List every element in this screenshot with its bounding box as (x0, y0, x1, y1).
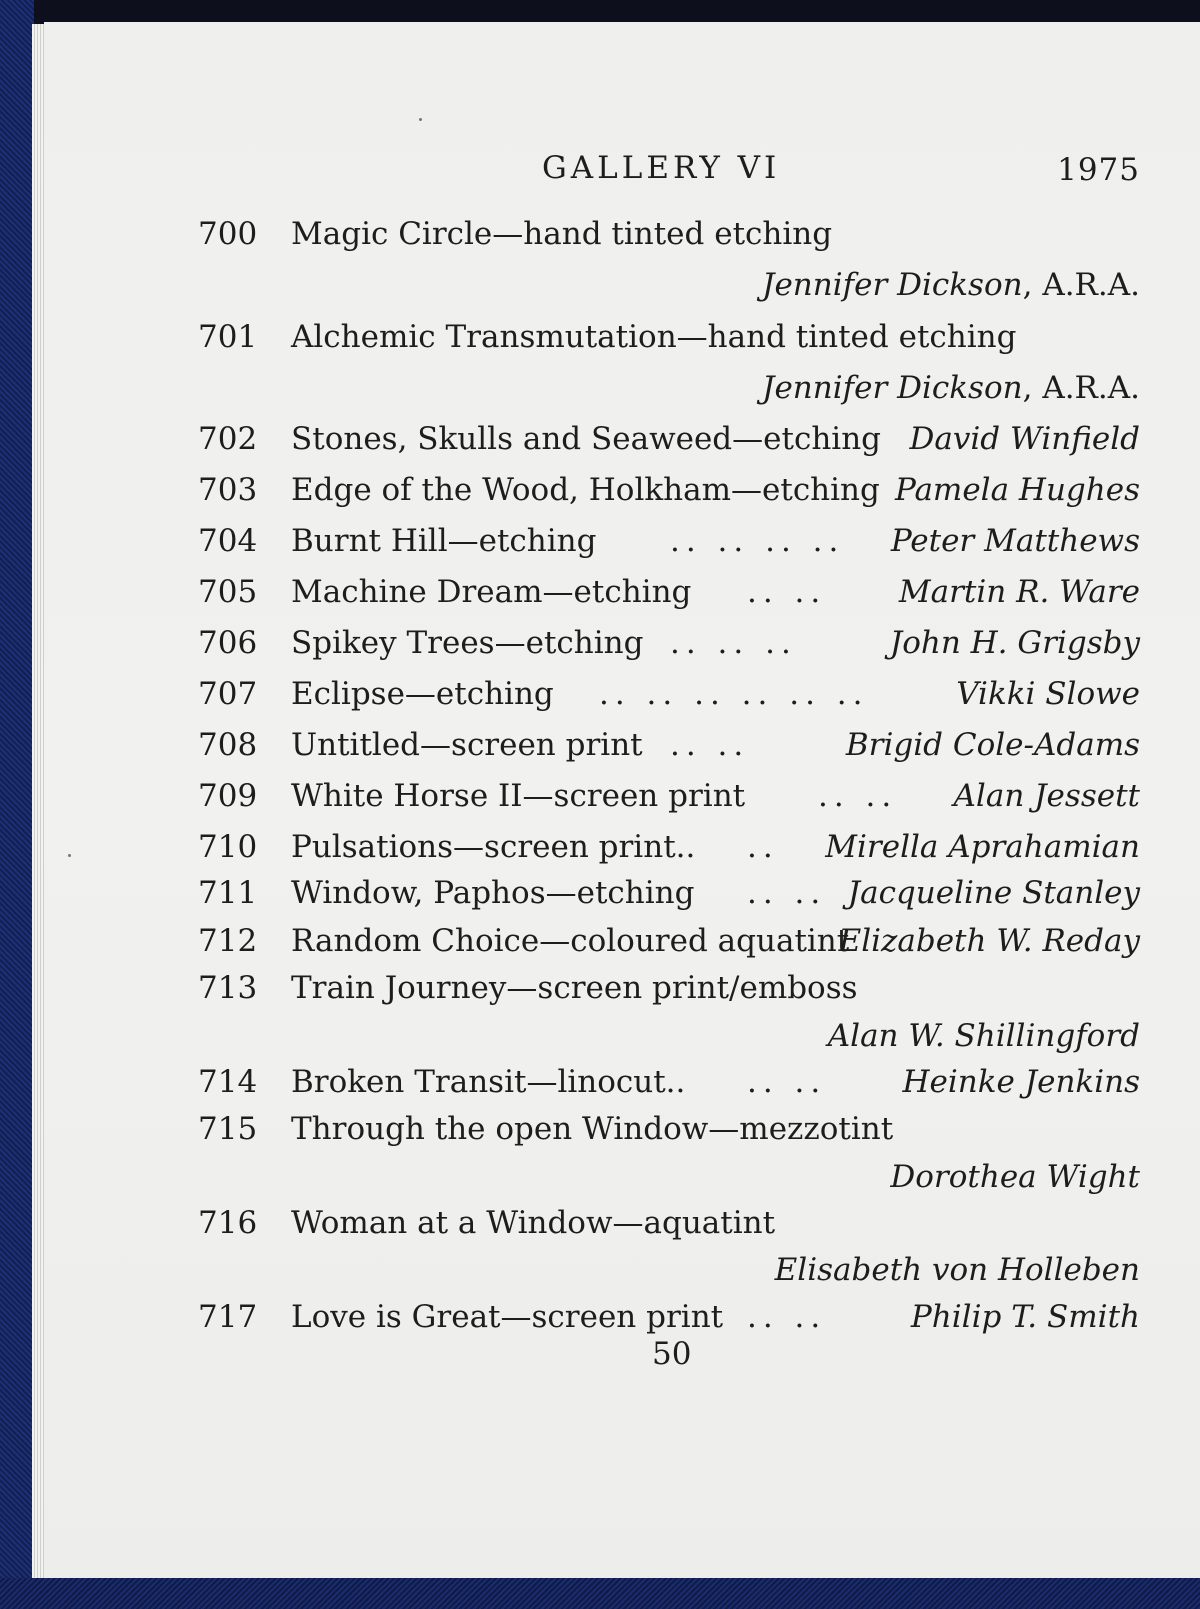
paper-speck (68, 854, 71, 857)
artist-honour: , A.R.A. (1022, 267, 1140, 303)
entry-line (44, 868, 1200, 918)
leader-dots: .. .. (670, 727, 750, 763)
leader-dots: .. .. .. .. (670, 523, 845, 559)
entry-artist: Pamela Hughes (894, 472, 1140, 508)
entry-artist: John H. Grigsby (889, 625, 1140, 661)
entry-line (44, 669, 1200, 719)
entry-line (44, 516, 1200, 566)
entry-line (44, 567, 1200, 617)
entry-number: 706 (198, 625, 258, 661)
entry-title: Pulsations (291, 829, 454, 865)
running-head (44, 130, 1200, 188)
entry-medium: —etching (494, 625, 644, 661)
entry-number: 704 (198, 523, 258, 559)
entry-line (44, 720, 1200, 770)
entry-number: 700 (198, 216, 258, 252)
entry-number: 715 (198, 1111, 258, 1147)
entry-artist: Alan Jessett (953, 778, 1140, 814)
entry-number: 708 (198, 727, 258, 763)
entry-artist: Jennifer Dickson (762, 267, 1023, 303)
entry-line (44, 209, 1200, 259)
entry-medium: —screen print/emboss (506, 970, 858, 1006)
entry-artist: Jacqueline Stanley (847, 875, 1140, 911)
entry-artist-line (44, 1245, 1200, 1295)
entry-medium: —screen print (500, 1299, 724, 1335)
entry-number: 702 (198, 421, 258, 457)
entry-medium: —etching (732, 421, 882, 457)
entry-number: 713 (198, 970, 258, 1006)
entry-medium: —etching (731, 472, 880, 508)
leader-dots: .. .. (747, 1299, 827, 1335)
entry-title: Random Choice (291, 923, 540, 959)
entry-medium: —aquatint (612, 1205, 776, 1241)
leader-dots: .. .. (747, 1064, 827, 1100)
entry-title: Broken Transit (291, 1064, 527, 1100)
entry-title: Eclipse (291, 676, 405, 712)
entry-line (44, 618, 1200, 668)
catalogue-page (44, 22, 1200, 1580)
entry-line (44, 312, 1200, 362)
entry-title: Love is Great (291, 1299, 501, 1335)
entry-title: Untitled (291, 727, 421, 763)
entry-medium: —screen print (420, 727, 643, 763)
entry-title: Machine Dream (291, 574, 543, 610)
entry-medium: —screen print.. (453, 829, 696, 865)
book-binding (0, 0, 34, 1609)
entry-title: Train Journey (291, 970, 507, 1006)
year: 1975 (1057, 152, 1140, 188)
artist-honour: , A.R.A. (1022, 370, 1140, 406)
entry-number: 707 (198, 676, 258, 712)
entry-medium: —hand tinted etching (492, 216, 833, 252)
entry-number: 714 (198, 1064, 258, 1100)
entry-medium: —hand tinted etching (676, 319, 1017, 355)
entry-number: 710 (198, 829, 258, 865)
entry-medium: —etching (447, 523, 597, 559)
entry-number: 705 (198, 574, 258, 610)
entry-number: 711 (198, 875, 258, 911)
entry-title: Burnt Hill (291, 523, 448, 559)
leader-dots: .. .. (747, 875, 827, 911)
entry-line (44, 414, 1200, 464)
entry-artist: David Winfield (909, 421, 1140, 457)
gallery-title: GALLERY VI (542, 150, 781, 186)
entry-number: 716 (198, 1205, 258, 1241)
leader-dots: .. (747, 829, 779, 865)
entry-line (44, 465, 1200, 515)
entry-title: Alchemic Transmutation (291, 319, 677, 355)
entry-number: 703 (198, 472, 258, 508)
paper-speck (419, 118, 422, 121)
entry-artist: Martin R. Ware (898, 574, 1140, 610)
entry-artist: Brigid Cole-Adams (845, 727, 1140, 763)
entry-medium: —linocut.. (526, 1064, 686, 1100)
entry-artist-line (44, 1011, 1200, 1061)
entry-title: Spikey Trees (291, 625, 495, 661)
entry-artist-line (44, 363, 1200, 413)
leader-dots: .. .. (747, 574, 827, 610)
entry-artist-line (44, 1152, 1200, 1202)
entry-number: 712 (198, 923, 258, 959)
entry-artist: Heinke Jenkins (902, 1064, 1140, 1100)
entry-artist: Philip T. Smith (910, 1299, 1140, 1335)
entry-title: Window, Paphos (291, 875, 546, 911)
entry-artist: Peter Matthews (890, 523, 1140, 559)
entry-artist: Vikki Slowe (956, 676, 1140, 712)
entry-line (44, 1198, 1200, 1248)
leader-dots: .. .. .. (670, 625, 797, 661)
entry-medium: —etching (404, 676, 554, 712)
entry-artist: Mirella Aprahamian (825, 829, 1140, 865)
entry-artist: Dorothea Wight (890, 1159, 1140, 1195)
entry-artist: Elisabeth von Holleben (774, 1252, 1140, 1288)
entry-line (44, 963, 1200, 1013)
leader-dots: .. .. .. .. .. .. (599, 676, 869, 712)
entry-line (44, 822, 1200, 872)
entry-title: Magic Circle (291, 216, 493, 252)
entry-medium: —coloured aquatint (539, 923, 850, 959)
book-cover-edge (0, 1578, 1200, 1609)
entry-line (44, 1292, 1200, 1342)
entry-title: Woman at a Window (291, 1205, 613, 1241)
entry-medium: —screen print (522, 778, 746, 814)
leader-dots: .. .. (818, 778, 898, 814)
entry-title: Through the open Window (291, 1111, 709, 1147)
entry-title: White Horse II (291, 778, 523, 814)
entry-artist: Alan W. Shillingford (827, 1018, 1140, 1054)
entry-medium: —etching (545, 875, 695, 911)
entry-number: 709 (198, 778, 258, 814)
entry-line (44, 916, 1200, 966)
entry-title: Edge of the Wood, Holkham (291, 472, 732, 508)
entry-line (44, 1104, 1200, 1154)
entry-number: 717 (198, 1299, 258, 1335)
entry-medium: —etching (542, 574, 692, 610)
entry-artist: Jennifer Dickson (762, 370, 1023, 406)
entry-line (44, 1057, 1200, 1107)
entry-artist-line (44, 260, 1200, 310)
entry-artist: Elizabeth W. Reday (838, 923, 1140, 959)
entry-number: 701 (198, 319, 258, 355)
entry-line (44, 771, 1200, 821)
entry-medium: —mezzotint (708, 1111, 894, 1147)
page-number: 50 (652, 1336, 692, 1372)
entry-title: Stones, Skulls and Seaweed (291, 421, 733, 457)
